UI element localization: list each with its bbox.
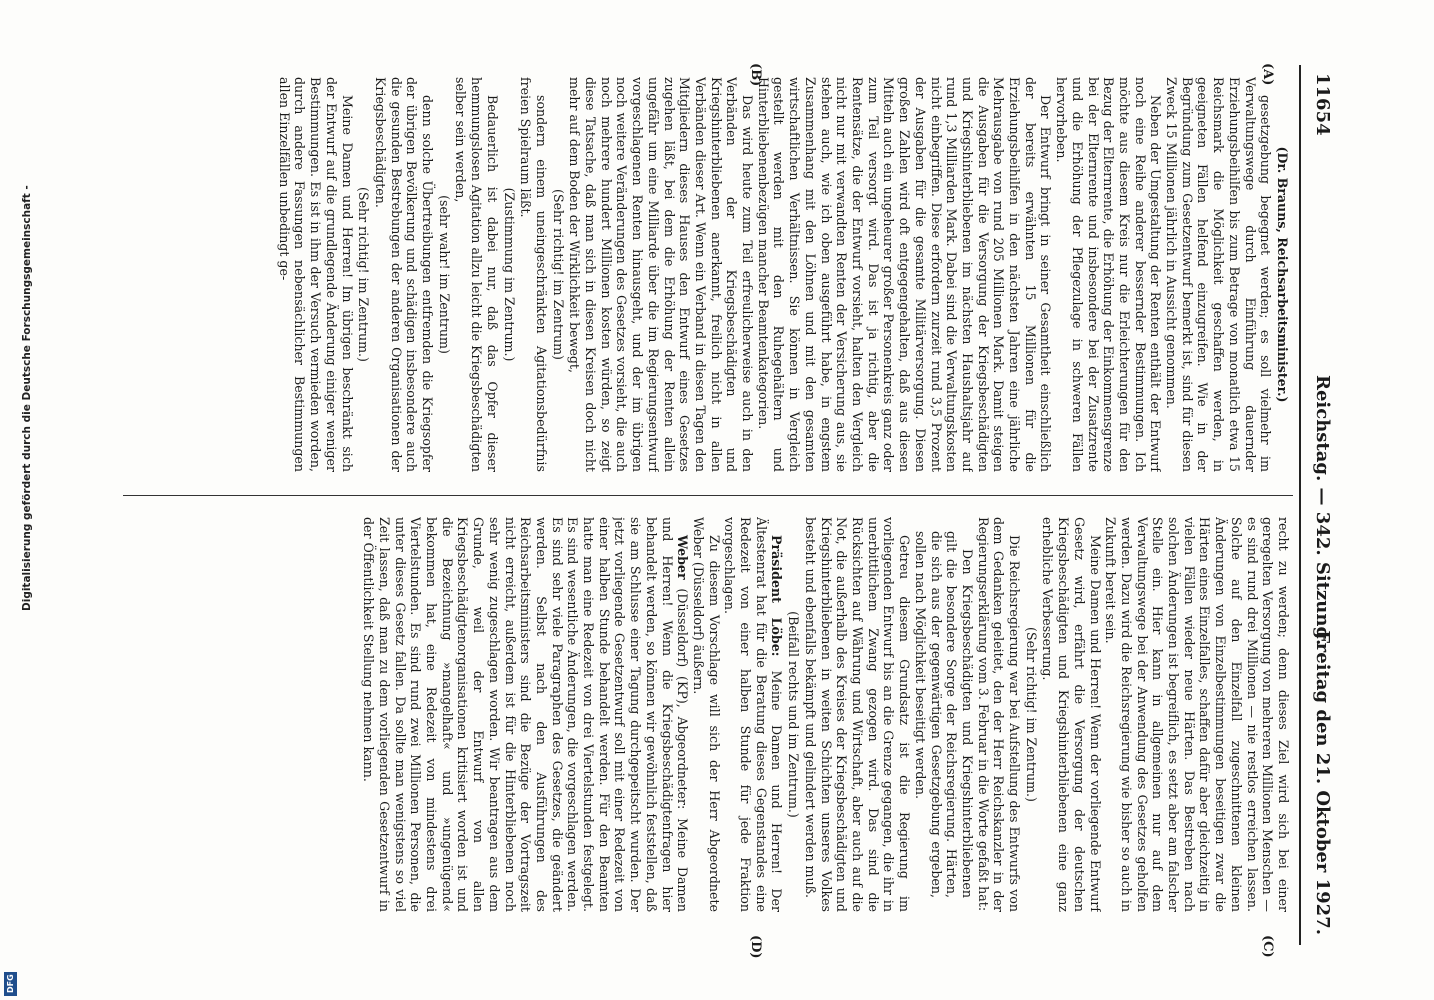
funding-note: Digitalisierung gefördert durch die Deutsche Forschungsgemeinschaft - [21, 185, 33, 611]
margin-mark-b: (B) [748, 63, 763, 87]
column-divider [123, 495, 1293, 496]
body-paragraph: Zu diesem Vorschlage will sich der Herr Abgeordnete Weber (Düsseldorf) äußern. [690, 517, 722, 912]
dfg-logo-icon: DFG [4, 972, 17, 996]
margin-mark-d: (D) [748, 935, 763, 959]
body-paragraph: denn solche Übertreibungen entfremden die Kriegsopfer der übrigen Bevölkerung und schädigen insbesondere auch die gesunden Bestrebungen der anderen Organisationen der Kriegsbeschädigten. [372, 77, 436, 472]
body-paragraph: gesetzgebung begegnet werden; es soll vielmehr im Verwaltungswege durch Einführung dauernder Erziehungsbeihilfen bis zum Betrage von monatlich etwa 15 Reichsmark die Möglichkeit geschaffen werden, in geeigneten Fällen helfend einzugreifen. Wie in der Begründung zum Gesetzentwurf bemerkt ist, sind für diesen Zweck 15 Millionen jährlich in Aussicht genommen. [1164, 77, 1274, 472]
page-number: 11654 [1312, 73, 1333, 136]
header-rule [1299, 65, 1301, 945]
body-paragraph: Getreu diesem Grundsatz ist die Regierung im vorliegenden Entwurf bis an die Grenze gegangen, die ihr in unerbittlichem Zwang gezogen wird. Das sind die Rücksichten auf Währung und Wirtschaft, aber auch auf die Not, die außerhalb des Kreises der Kriegsbeschädigten und Kriegshinterbliebenen in weiten Schichten unseres Volkes besteht und ebenfalls bekämpft und gelindert werden muß. [802, 517, 913, 912]
body-paragraph: Neben der Umgestaltung der Renten enthält der Entwurf noch eine Reihe anderer bessernder Bestimmungen. Ich möchte aus diesem Kreis nur die Erleichterungen für den Bezug der Elternrente, die Erhöhung der Einkommensgrenze bei der Elternrente und insbesondere bei der Zusatzrente und die Erhöhung der Pflegezulage in schweren Fällen hervorheben. [1054, 77, 1164, 472]
session-date: Freitag den 21. Oktober 1927. [1312, 630, 1333, 935]
speech-paragraph [361, 517, 691, 912]
speaker-attribution: (Dr. Brauns, Reichsarbeitsminister.) [1275, 146, 1290, 403]
margin-mark-a: (A) [1260, 63, 1275, 86]
interjection: (Zustimmung im Zentrum.) [501, 187, 517, 362]
body-paragraph: Meine Damen und Herren! Wenn der vorliegende Entwurf Gesetz wird, erfährt die Versorgung der deutschen Kriegsbeschädigten und Kriegshinterbliebenen eine ganz erhebliche Verbesserung. [1040, 517, 1103, 912]
interjection: (Sehr richtig! im Zentrum) [550, 189, 566, 360]
body-paragraph: Das wird heute zum Teil erfreulicherweise auch in den Verbänden der Kriegsbeschädigten und Kriegshinterbliebenen anerkannt, freilich nicht in allen Verbänden dieser Art. Wenn ein Verband in diesen Tagen den Mitgliedern dieses Hauses den Entwurf eines Gesetzes zugehen läßt, bei dem die Erhöhung der Renten allein ungefähr um eine Milliarde über die im Regierungsentwurf vorgeschlagenen Renten hinausgeht, und der im übrigen noch weitere Veränderungen des Gesetzes vorsieht, die auch noch mehrere hundert Millionen kosten würden, so zeigt diese Tatsache, daß man sich in diesen Kreisen doch nicht mehr auf dem Boden der Wirklichkeit bewegt, [567, 77, 756, 472]
body-paragraph: sondern einem uneingeschränkten Agitationsbedürfnis freien Spielraum läßt. [518, 77, 549, 472]
margin-mark-c: (C) [1260, 935, 1275, 958]
body-paragraph: Der Entwurf bringt in seiner Gesamtheit einschließlich der bereits erwähnten 15 Millionen für die Erziehungsbeihilfen in den nächsten Jahren eine jährliche Mehrausgabe von rund 205 Millionen Mark. Damit steigen die Ausgaben für die Versorgung der Kriegsbeschädigten und Kriegshinterbliebenen im nächsten Haushaltsjahr auf rund 1,3 Milliarden Mark. Dabei sind die Verwaltungskosten nicht einbegriffen. Diese erfordern zurzeit rund 3,5 Prozent der Ausgaben für die gesamte Militärversorgung. Diesen großen Zahlen wird oft entgegengehalten, daß aus diesen Mitteln auch ein ungeheurer großer Personenkreis ganz oder zum Teil versorgt wird. Das ist ja richtig, aber die Rentensätze, die der Entwurf vorsieht, halten den Vergleich nicht nur mit verwandten Renten der Versicherung aus, sie stehen auch, wie ich oben ausgeführt habe, in engstem Zusammenhang mit den Löhnen und mit den gesamten wirtschaftlichen Verhältnissen. Sie können in Vergleich gestellt werden mit den Ruhegehältern und Hinterbliebenenbezügen mancher Beamtenkategorien. [755, 77, 1054, 472]
session-title: Reichstag. — 342. Sitzung. [1312, 375, 1333, 646]
rotated-newspaper-page [117, 63, 1337, 959]
speech-paragraph [722, 517, 785, 912]
body-paragraph: recht zu werden; denn dieses Ziel wird sich bei einer geregelten Versorgung von mehreren Millionen Menschen — es sind rund drei Millionen — nie restlos erreichen lassen. Solche auf den Einzelfall zugeschnittenen kleinen Änderungen von Einzelbestimmungen beseitigen zwar die Härten eines Einzelfalles, schaffen dafür aber gleichzeitig in vielen Fällen wieder neue Härten. Das Bestreben nach solchen Änderungen ist begreiflich, es setzt aber am falscher Stelle ein. Hier kann in allgemeinen nur auf dem Verwaltungswege bei der Anwendung des Gesetzes geholfen werden. Dazu wird die Reichsregierung wie bisher so auch in Zukunft bereit sein. [1103, 517, 1291, 912]
body-paragraph: Meine Damen und Herren! Im übrigen beschränkt sich der Entwurf auf die grundlegende Änderung einiger weniger Bestimmungen. Es ist in ihm der Versuch vermieden worden, durch andere Fassungen nebensächlicher Bestimmungen allen Einzelfällen unbedingt ge- [276, 77, 355, 472]
page-header [1303, 65, 1337, 945]
speaker-name: Präsident Löbe: [769, 535, 785, 657]
interjection: (Sehr richtig! im Zentrum.) [356, 187, 372, 362]
quoted-statement: Den Kriegsbeschädigten und Kriegshinterbliebenen gilt die besondere Sorge der Reichsregierung. Härten, die sich aus der gegenwärtigen Gesetzgebung ergeben, sollen nach Möglichkeit beseitigt werden. [912, 531, 975, 898]
digitization-footer [1, 6, 33, 996]
speech-text: (Düsseldorf) (KP), Abgeordneter: Meine Damen und Herren! Wenn die Kriegsbeschädigtenfragen hier behandelt werden, so können wir gewöhnlich feststellen, daß sie am Schlusse einer Tagung durchgepeitscht wurden. Der jetzt vorliegende Gesetzentwurf soll mit einer Redezeit von einer halben Stunde behandelt werden. Für den Beamten hatte man eine Redezeit von drei Viertelstunden festgelegt. Es sind wesentliche Änderungen, die vorgeschlagen werden. Es sind sehr viele Paragraphen des Gesetzes, die geändert werden. Selbst nach den Ausführungen des Reichsarbeitsministers sind die Bezüge der Vortragszeit nicht erreicht, außerdem ist für die Hinterbliebenen noch sehr wenig zugeschlagen worden. Wir beantragen aus dem Grunde, weil der Entwurf von allen Kriegsbeschädigtenorganisationen kritisiert worden ist und die Bezeichnung »mangelhaft« und »ungenügend« bekommen hat, eine Redezeit von mindestens drei Viertelstunden. Es sind rund zwei Millionen Personen, die unter dieses Gesetz fallen. Da sollte man wenigstens so viel Zeit lassen, daß man zu dem vorliegenden Gesetzentwurf in der Öffentlichkeit Stellung nehmen kann. [361, 517, 691, 912]
speech-text: Meine Damen und Herren! Der Ältestenrat hat für die Beratung dieses Gegenstandes eine Redezeit von einer halben Stunde für jede Fraktion vorgeschlagen. [722, 517, 785, 912]
speaker-name: Weber [675, 535, 691, 580]
body-paragraph: Die Reichsregierung war bei Aufstellung des Entwurfs von dem Gedanken geleitet, den der Herr Reichskanzler in der Regierungserklärung vom 3. Februar in die Worte gefaßt hat: [975, 517, 1023, 912]
left-text-column [121, 77, 1291, 472]
interjection: (sehr wahr! im Zentrum) [436, 195, 452, 354]
body-paragraph: Bedauerlich ist dabei nur, daß das Opfer dieser hemmungslosen Agitation allzu leicht die Kriegsbeschädigten selber sein werden, [453, 77, 500, 472]
interjection: (Beifall rechts und im Zentrum.) [786, 611, 802, 818]
right-text-column [121, 517, 1291, 912]
interjection: (Sehr richtig! im Zentrum.) [1023, 627, 1039, 802]
